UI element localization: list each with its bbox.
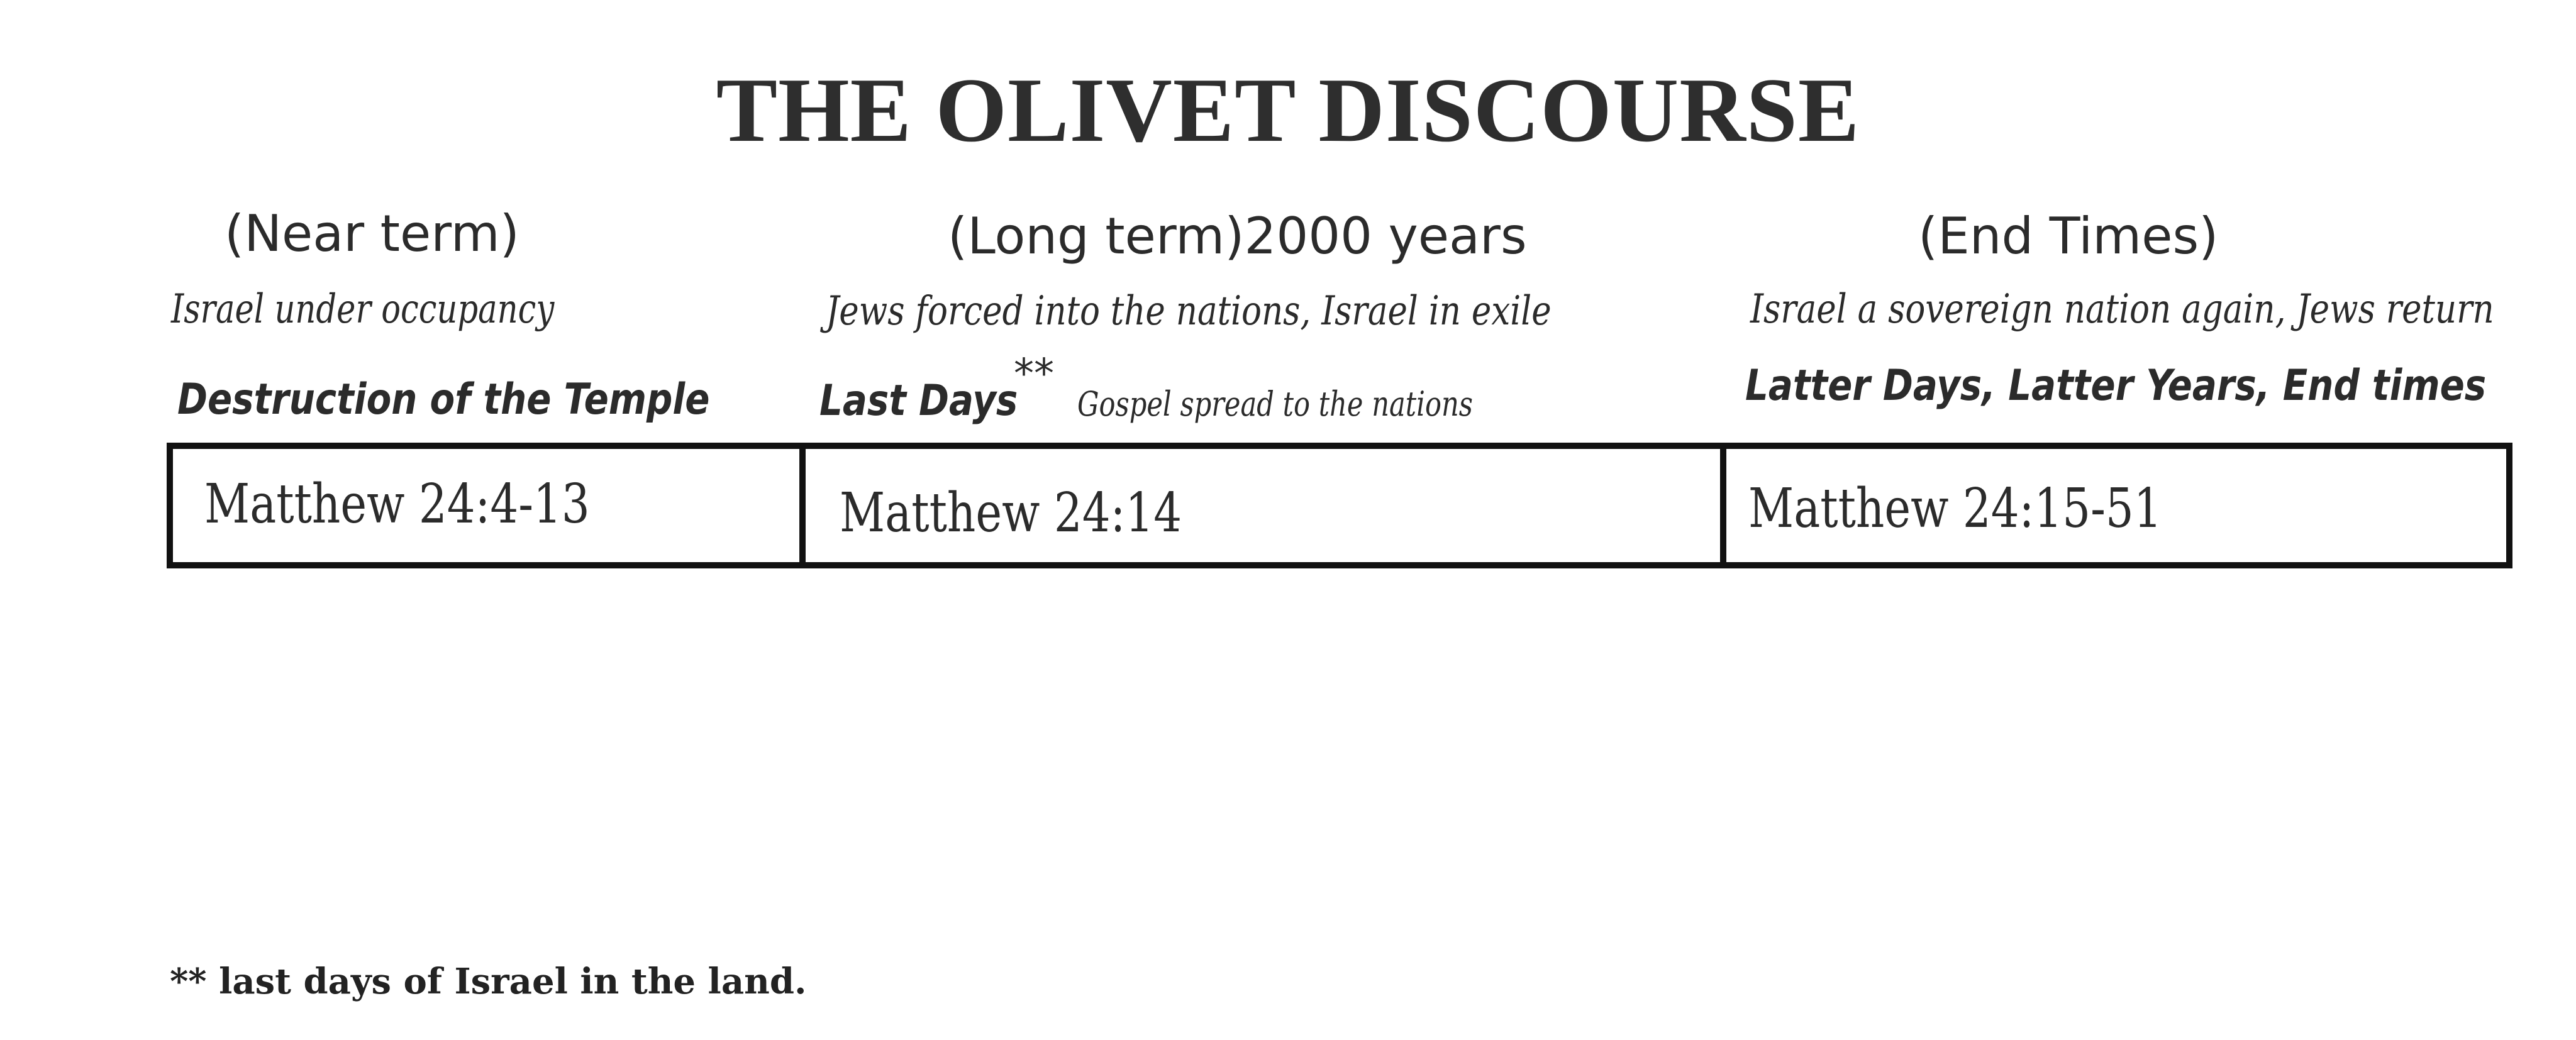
table-cell-reference-near: Matthew 24:4-13 (204, 473, 590, 536)
column-term-near: (Near term) (225, 204, 519, 263)
table-divider (799, 449, 806, 562)
column-term-long: (Long term)2000 years (948, 207, 1527, 265)
column-heading-end: Latter Days, Latter Years, End times (1745, 361, 2487, 411)
column-status-end: Israel a sovereign nation again, Jews return (1750, 286, 2494, 333)
scripture-reference-table (167, 443, 2512, 568)
table-divider (1720, 449, 1726, 562)
table-cell-reference-end: Matthew 24:15-51 (1748, 477, 2162, 540)
column-status-long: Jews forced into the nations, Israel in exile (826, 288, 1552, 335)
column-note-long: Gospel spread to the nations (1077, 384, 1473, 424)
footnote-marker: ** (1014, 351, 1054, 397)
column-heading-near: Destruction of the Temple (177, 375, 710, 424)
page-title: THE OLIVET DISCOURSE (716, 59, 1860, 161)
column-heading-long: Last Days (819, 376, 1018, 426)
column-term-end: (End Times) (1918, 207, 2219, 265)
table-cell-reference-long: Matthew 24:14 (840, 482, 1182, 545)
footnote: ** last days of Israel in the land. (170, 961, 807, 1002)
column-status-near: Israel under occupancy (171, 286, 555, 333)
